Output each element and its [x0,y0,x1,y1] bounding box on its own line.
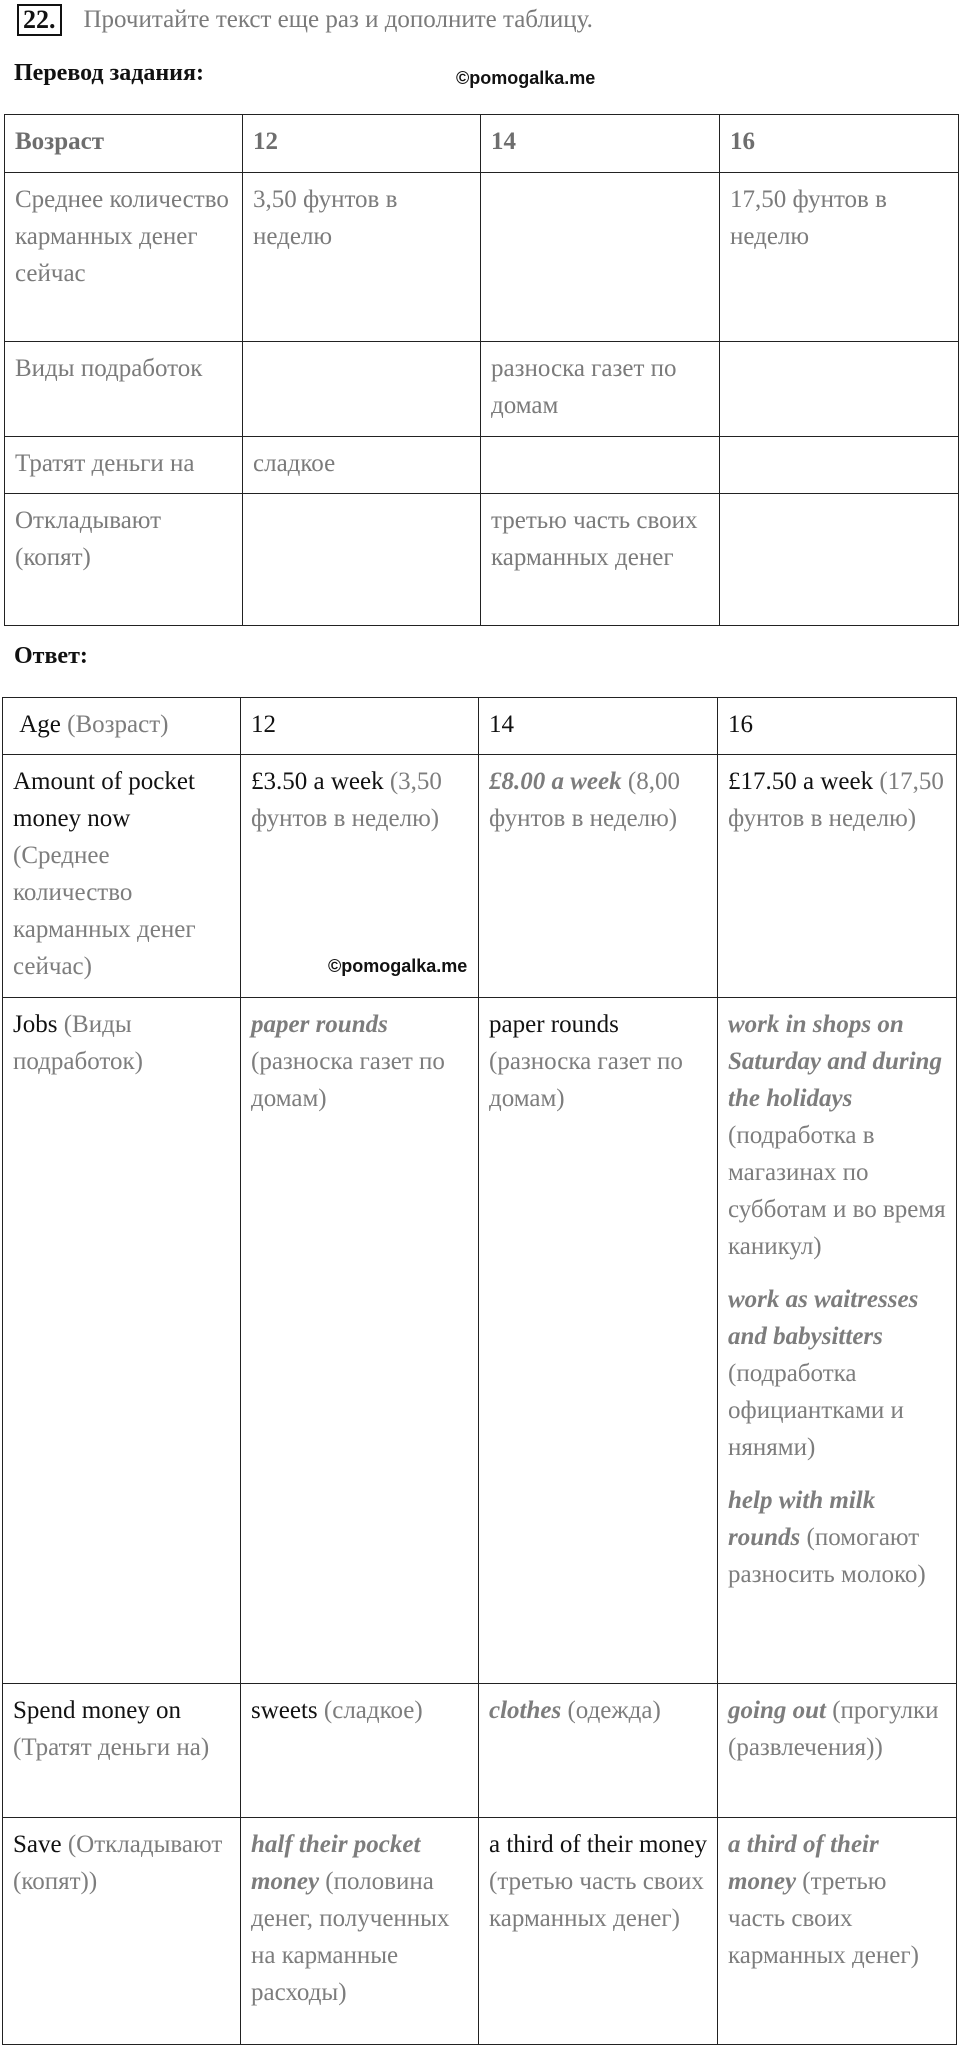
answer-text-en: paper rounds [489,1011,619,1038]
table-cell: Виды подработок [5,342,243,437]
answer-text-ru: (помогают разносить молоко) [728,1524,926,1588]
spend-cell-16 [718,1684,957,1818]
amount-cell-16 [718,755,957,998]
answer-text-ru: (8,00 фунтов в неделю) [489,768,680,832]
save-label-en: Save [13,1831,62,1858]
jobs-row [3,998,957,1684]
table-cell [243,494,481,626]
answer-text-en: £17.50 a week [728,768,874,795]
answer-text-ru: (подработка в магазинах по субботам и во время каникул) [728,1122,946,1260]
spend-cell-14 [479,1684,718,1818]
answer-header-row [3,698,957,755]
answer-table [2,697,957,2045]
jobs-label-en: Jobs [13,1011,58,1038]
answer-text-en: half their pocket money [251,1831,421,1895]
answer-text-en: a third of their money [489,1831,707,1858]
table-cell [243,342,481,437]
task-header [17,4,593,36]
answer-text-en: £8.00 a week [489,768,622,795]
answer-text-ru: (подработка официантками и нянями) [728,1360,904,1461]
table-cell: разноска газет по домам [481,342,720,437]
jobs-cell-16 [718,998,957,1684]
translation-header-cell: 14 [481,115,720,173]
answer-text-ru: (прогулки (развлечения)) [728,1697,939,1761]
answer-text-en: work as waitresses and babysitters [728,1286,919,1350]
amount-label-ru: (Среднее количество карманных денег сейчас) [13,842,196,980]
spend-cell-12 [241,1684,479,1818]
translation-row [5,173,959,342]
answer-text-ru: (сладкое) [323,1697,423,1724]
amount-label-cell [3,755,241,998]
table-cell [720,494,959,626]
age-label-en: Age [19,711,61,738]
table-cell: сладкое [243,437,481,494]
table-cell: Среднее количество карманных денег сейчас [5,173,243,342]
translation-header-cell: Возраст [5,115,243,173]
save-label-cell [3,1818,241,2045]
table-cell: 17,50 фунтов в неделю [720,173,959,342]
save-row [3,1818,957,2045]
answer-text-en: help with milk rounds [728,1487,876,1551]
job-entry [728,1482,946,1593]
translation-row [5,494,959,626]
table-cell: Откладывают (копят) [5,494,243,626]
translation-row [5,437,959,494]
translation-header-cell: 16 [720,115,959,173]
table-cell [720,437,959,494]
age-cell: 16 [718,698,957,755]
answer-text-ru: (17,50 фунтов в неделю) [728,768,944,832]
save-label-ru: (Откладывают (копят)) [13,1831,223,1895]
job-entry [728,1006,946,1265]
job-entry [728,1281,946,1466]
jobs-cell-14 [479,998,718,1684]
answer-text-ru: (третью часть своих карманных денег) [489,1868,704,1932]
watermark-middle: ©pomogalka.me [328,956,468,976]
answer-text-ru: (разноска газет по домам) [489,1048,683,1112]
spend-label-cell [3,1684,241,1818]
answer-text-ru: (3,50 фунтов в неделю) [251,768,442,832]
translation-row [5,342,959,437]
spend-label-en: Spend money on [13,1697,182,1724]
table-cell [481,173,720,342]
spend-label-ru: (Тратят деньги на) [13,1734,210,1761]
save-cell-16 [718,1818,957,2045]
table-cell: 3,50 фунтов в неделю [243,173,481,342]
amount-label-en: Amount of pocket money now [13,768,195,832]
translation-table [4,114,959,626]
table-cell: третью часть своих карманных денег [481,494,720,626]
task-number: 22. [17,4,62,36]
jobs-cell-12 [241,998,479,1684]
answer-text-ru: (третью часть своих карманных денег) [728,1868,919,1969]
amount-cell-14 [479,755,718,998]
jobs-label-ru: (Виды подработок) [13,1011,143,1075]
table-cell [720,342,959,437]
age-cell: 12 [241,698,479,755]
amount-cell-12 [241,755,479,998]
answer-title: Ответ: [14,643,88,669]
answer-text-en: going out [728,1697,826,1724]
age-cell: 14 [479,698,718,755]
answer-text-en: work in shops on Saturday and during the holidays [728,1011,942,1112]
jobs-label-cell [3,998,241,1684]
answer-text-en: paper rounds [251,1011,388,1038]
table-cell: Тратят деньги на [5,437,243,494]
answer-text-en: a third of their money [728,1831,879,1895]
age-header-cell [3,698,241,755]
watermark-top: ©pomogalka.me [456,68,596,88]
answer-text-en: sweets [251,1697,318,1724]
save-cell-14 [479,1818,718,2045]
task-instruction: Прочитайте текст еще раз и дополните таблицу. [83,6,593,33]
spend-row [3,1684,957,1818]
answer-text-ru: (одежда) [567,1697,661,1724]
save-cell-12 [241,1818,479,2045]
translation-header-row [5,115,959,173]
answer-text-ru: (разноска газет по домам) [251,1048,445,1112]
answer-text-en: £3.50 a week [251,768,384,795]
translation-header-cell: 12 [243,115,481,173]
age-label-ru: (Возраст) [67,711,169,738]
translation-title: Перевод задания: [14,60,204,86]
answer-text-ru: (половина денег, полученных на карманные расходы) [251,1868,450,2006]
table-cell [481,437,720,494]
amount-row [3,755,957,998]
answer-text-en: clothes [489,1697,562,1724]
